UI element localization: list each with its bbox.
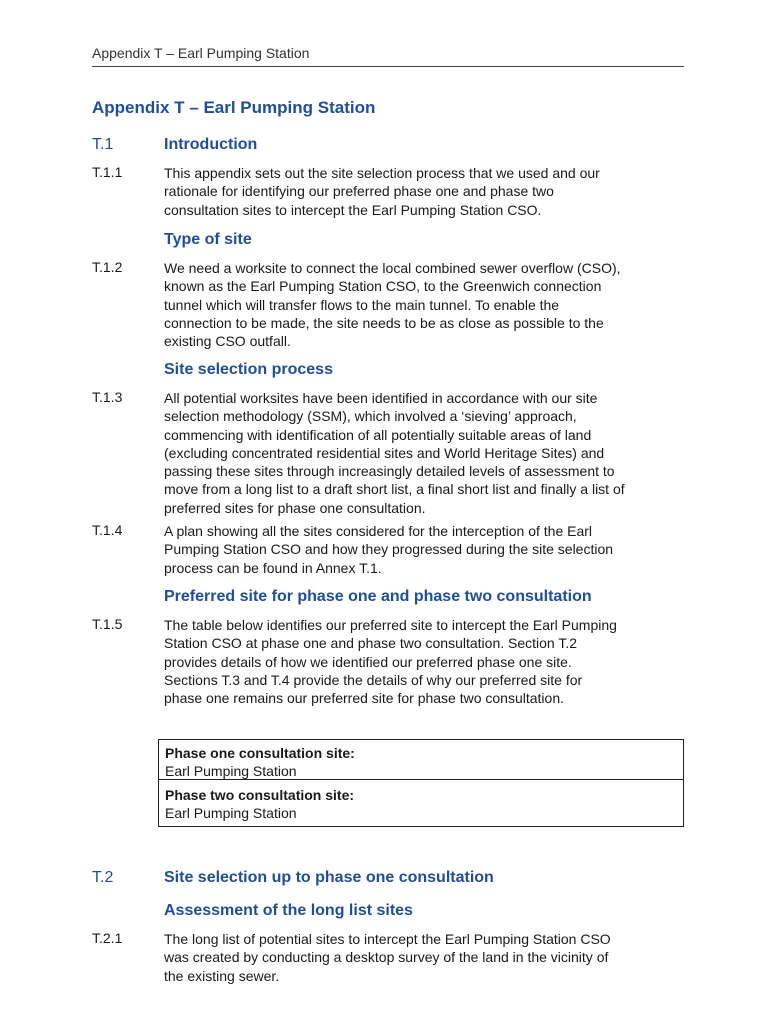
paragraph-line: move from a long list to a draft short list, a final short list and finally a list of <box>164 481 625 498</box>
paragraph-number-t2-1: T.2.1 <box>92 930 123 946</box>
subheading-type-of-site: Type of site <box>164 231 252 248</box>
paragraph-line: the existing sewer. <box>164 967 280 984</box>
paragraph-line: was created by conducting a desktop survey of the land in the vicinity of <box>164 949 609 966</box>
paragraph-line: existing CSO outfall. <box>164 333 291 350</box>
paragraph-line: This appendix sets out the site selection process that we used and our <box>164 165 600 181</box>
header-rule <box>92 66 684 67</box>
paragraph-line: The table below identifies our preferred site to intercept the Earl Pumping <box>164 617 617 633</box>
paragraph-line: rationale for identifying our preferred phase one and phase two <box>164 183 554 200</box>
paragraph-t1-3 <box>164 389 694 517</box>
phase-one-value: Earl Pumping Station <box>165 763 297 779</box>
paragraph-line: provides details of how we identified our preferred phase one site. <box>164 653 572 670</box>
paragraph-line: The long list of potential sites to intercept the Earl Pumping Station CSO <box>164 931 611 947</box>
paragraph-line: Pumping Station CSO and how they progressed during the site selection <box>164 541 614 558</box>
paragraph-t1-1 <box>164 164 694 219</box>
section-title-introduction: Introduction <box>164 136 258 153</box>
paragraph-line: selection methodology (SSM), which involved a ‘sieving’ approach, <box>164 408 577 425</box>
section-number-t2: T.2 <box>92 869 114 886</box>
paragraph-t1-4 <box>164 522 694 577</box>
phase-one-label: Phase one consultation site: <box>165 745 355 761</box>
paragraph-line: A plan showing all the sites considered for the interception of the Earl <box>164 523 593 539</box>
phase-two-row <box>159 779 683 826</box>
paragraph-line: All potential worksites have been identified in accordance with our site <box>164 390 598 406</box>
paragraph-number-t1-5: T.1.5 <box>92 616 123 632</box>
subheading-site-selection-process: Site selection process <box>164 361 333 378</box>
paragraph-number-t1-4: T.1.4 <box>92 522 123 538</box>
paragraph-line: phase one remains our preferred site for phase two consultation. <box>164 690 565 707</box>
paragraph-line: (excluding concentrated residential sites and World Heritage Sites) and <box>164 444 605 461</box>
phase-two-value: Earl Pumping Station <box>165 805 297 821</box>
phase-two-label: Phase two consultation site: <box>165 787 355 803</box>
paragraph-line: tunnel which will transfer flows to the main tunnel. To enable the <box>164 296 560 313</box>
paragraph-t1-2 <box>164 259 694 350</box>
paragraph-line: known as the Earl Pumping Station CSO, to the Greenwich connection <box>164 278 602 295</box>
paragraph-line: Sections T.3 and T.4 provide the details of why our preferred site for <box>164 671 583 688</box>
subheading-preferred-site: Preferred site for phase one and phase two consultation <box>164 588 592 605</box>
subheading-assessment-long-list: Assessment of the long list sites <box>164 902 413 919</box>
paragraph-line: consultation sites to intercept the Earl Pumping Station CSO. <box>164 201 542 218</box>
paragraph-number-t1-3: T.1.3 <box>92 389 123 405</box>
paragraph-line: passing these sites through increasingly detailed levels of assessment to <box>164 463 615 480</box>
paragraph-t2-1 <box>164 930 694 985</box>
paragraph-line: preferred sites for phase one consultation. <box>164 499 426 516</box>
paragraph-line: Station CSO at phase one and phase two consultation. Section T.2 <box>164 635 578 652</box>
paragraph-number-t1-2: T.1.2 <box>92 259 123 275</box>
phase-one-row <box>159 740 683 779</box>
running-header: Appendix T – Earl Pumping Station <box>92 45 310 61</box>
page-title: Appendix T – Earl Pumping Station <box>92 98 376 117</box>
paragraph-line: We need a worksite to connect the local combined sewer overflow (CSO), <box>164 260 621 276</box>
paragraph-line: commencing with identification of all potentially suitable areas of land <box>164 426 592 443</box>
section-number-t1: T.1 <box>92 136 114 153</box>
paragraph-number-t1-1: T.1.1 <box>92 164 123 180</box>
paragraph-line: connection to be made, the site needs to be as close as possible to the <box>164 314 604 331</box>
paragraph-t1-5 <box>164 616 694 707</box>
paragraph-line: process can be found in Annex T.1. <box>164 559 382 576</box>
section-title-site-selection-phase-one: Site selection up to phase one consultation <box>164 869 494 886</box>
consultation-site-table <box>158 739 684 827</box>
